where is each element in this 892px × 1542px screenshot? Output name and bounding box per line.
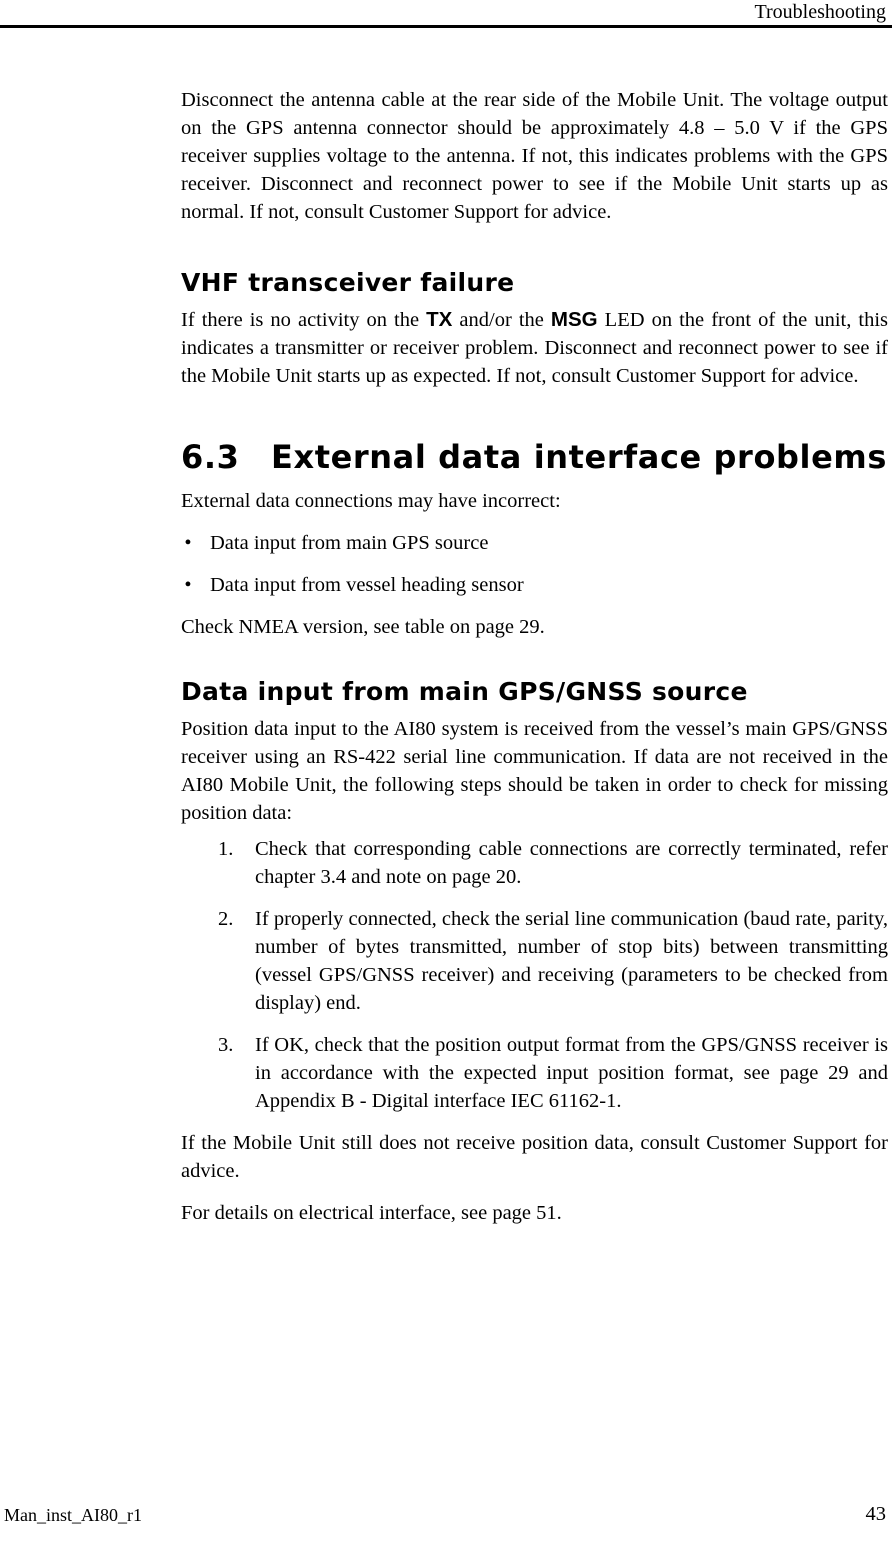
vhf-paragraph [181,306,888,390]
footer-doc-id: Man_inst_AI80_r1 [4,1505,142,1525]
vhf-text-2: and/or the [459,309,544,331]
vhf-heading: VHF transceiver failure [181,268,515,297]
bullet-dot: • [184,532,192,554]
tx-led-label: TX [426,308,453,331]
bullet-dot: • [184,574,192,596]
step-text: If OK, check that the position output format from the GPS/GNSS receiver is in accordance with the expected input position format, see page 29 and Appendix B - Digital interface IEC 61162-1. [255,1034,888,1112]
bullet-list [181,529,888,599]
step-number: 1. [218,838,234,860]
list-item [181,835,888,891]
step-number: 2. [218,908,234,930]
list-item [181,529,888,557]
nmea-note: Check NMEA version, see table on page 29. [181,616,545,638]
header-rule [0,25,892,28]
running-header-title: Troubleshooting [754,1,886,23]
bullet-text: Data input from vessel heading sensor [210,574,524,596]
gps-heading: Data input from main GPS/GNSS source [181,677,748,706]
step-text: Check that corresponding cable connections are correctly terminated, refer chapter 3.4 and note on page 20. [255,838,888,888]
msg-led-label: MSG [550,308,598,331]
steps-list [181,835,888,1115]
electrical-note: For details on electrical interface, see page 51. [181,1202,562,1224]
step-number: 3. [218,1034,234,1056]
gps-paragraph: Position data input to the AI80 system is received from the vessel’s main GPS/GNSS receiver using an RS-422 serial line communication. If data are not received in the AI80 Mobile Unit, the following steps should be taken in order to check for missing position data: [181,718,888,824]
closing-paragraph: If the Mobile Unit still does not receive position data, consult Customer Support for advice. [181,1132,888,1182]
bullet-text: Data input from main GPS source [210,532,489,554]
list-item [181,905,888,1017]
section-heading [181,437,888,477]
vhf-text-1: If there is no activity on the [181,309,420,331]
section-title: External data interface problems [271,438,887,476]
list-item [181,1031,888,1115]
intro-paragraph: Disconnect the antenna cable at the rear side of the Mobile Unit. The voltage output on the GPS antenna connector should be approximately 4.8 – 5.0 V if the GPS receiver supplies voltage to the antenna. If not, this indicates problems with the GPS receiver. Disconnect and reconnect power to see if the Mobile Unit starts up as normal. If not, consult Customer Support for advice. [181,89,888,223]
vhf-text-3: LED on the front of the unit, this indicates a transmitter or receiver problem. Disconnect and reconnect power to see if the Mobile Unit starts up as expected. If not, consult Customer Support for advice. [181,309,888,387]
section-intro: External data connections may have incorrect: [181,490,561,512]
step-text: If properly connected, check the serial line communication (baud rate, parity, number of bytes transmitted, number of stop bits) between transmitting (vessel GPS/GNSS receiver) and receiving (parameters to be checked from display) end. [255,908,888,1014]
page-content [181,86,888,1227]
list-item [181,571,888,599]
section-number: 6.3 [181,438,240,476]
page-number: 43 [865,1503,886,1525]
